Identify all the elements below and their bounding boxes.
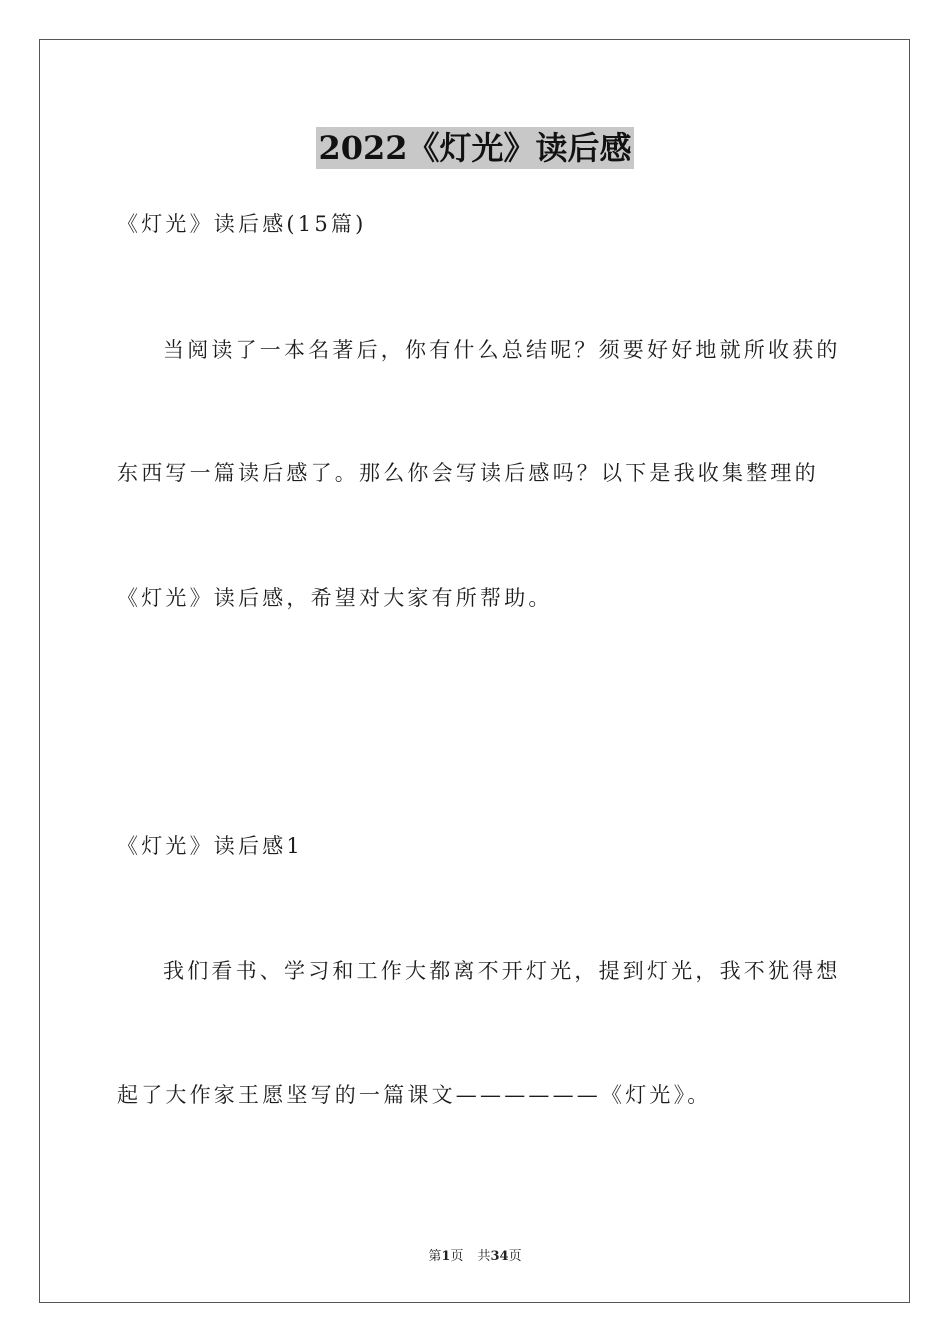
intro-line-3: 《灯光》读后感，希望对大家有所帮助。 [117,586,553,610]
intro-line-1: 当阅读了一本名著后，你有什么总结呢？须要好好地就所收获的 [163,338,841,362]
footer-total-suffix: 页 [508,1249,522,1264]
footer-total-prefix: 共 [477,1249,491,1264]
page-footer [0,1249,950,1265]
intro-line-2: 东西写一篇读后感了。那么你会写读后感吗？以下是我收集整理的 [117,461,819,485]
section-heading: 《灯光》读后感1 [117,834,303,858]
section-line-2: 起了大作家王愿坚写的一篇课文——————《灯光》。 [117,1083,712,1107]
footer-page-suffix: 页 [450,1249,464,1264]
section-line-1: 我们看书、学习和工作大都离不开灯光，提到灯光，我不犹得想 [163,959,841,983]
footer-page-prefix: 第 [428,1249,442,1264]
document-title: 2022《灯光》读后感 [318,129,632,167]
footer-total-pages: 34 [490,1249,509,1264]
footer-page-number: 1 [441,1249,451,1264]
document-subtitle: 《灯光》读后感(15篇) [117,212,367,236]
title-container [0,127,950,169]
